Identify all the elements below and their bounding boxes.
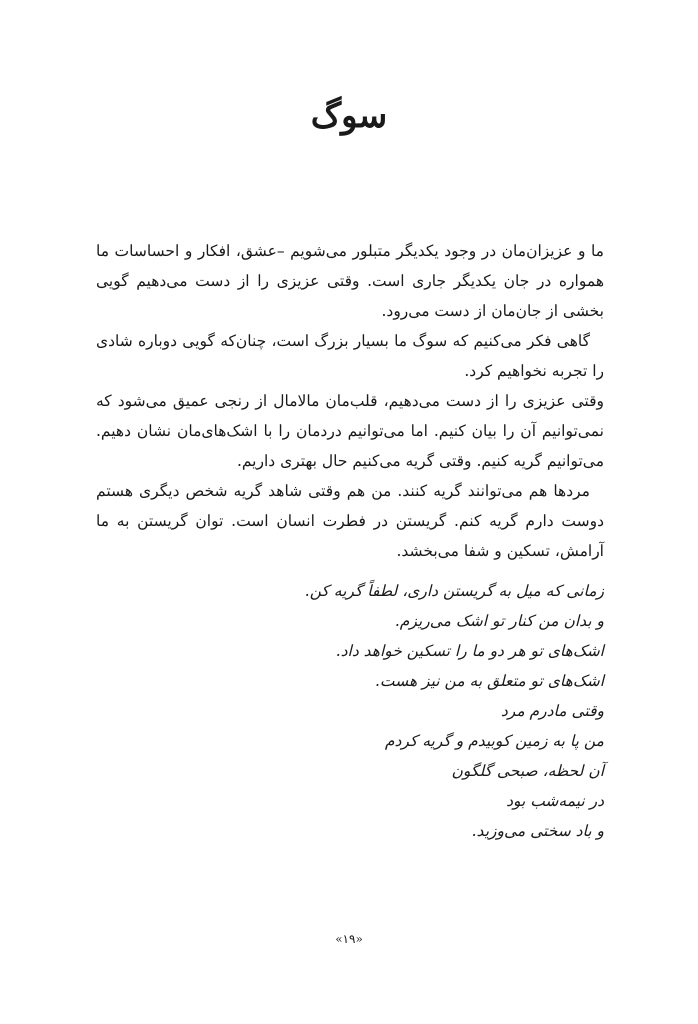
poem-line: و بدان من کنار تو اشک می‌ریزم. bbox=[394, 612, 604, 630]
poem-line: اشک‌های تو هر دو ما را تسکین خواهد داد. bbox=[335, 642, 604, 660]
paragraph bbox=[96, 386, 604, 476]
body-text bbox=[96, 236, 604, 566]
poem-line: آن لحظه، صبحی گلگون bbox=[451, 762, 604, 780]
paragraph-text: ما و عزیزان‌مان در وجود یکدیگر متبلور می‌شویم –عشق، افکار و احساسات ما همواره در جان یکدیگر جاری است. وقتی عزیزی را از دست می‌دهیم گویی بخشی از جان‌مان از دست می‌رود. bbox=[96, 242, 604, 320]
poem bbox=[96, 576, 604, 846]
paragraph-text: مردها هم می‌توانند گریه کنند. من هم وقتی شاهد گریه شخص دیگری هستم دوست دارم گریه کنم. گریستن در فطرت انسان است. توان گریستن به ما آرامش، تسکین و شفا می‌بخشد. bbox=[96, 482, 604, 560]
page-number: «۱۹» bbox=[335, 932, 363, 946]
poem-line: من پا به زمین کوبیدم و گریه کردم bbox=[384, 732, 604, 750]
poem-line: زمانی که میل به گریستن داری، لطفاً گریه کن. bbox=[304, 582, 604, 600]
poem-line: در نیمه‌شب بود bbox=[506, 792, 604, 810]
poem-line: و باد سختی می‌وزید. bbox=[471, 822, 604, 840]
paragraph bbox=[96, 236, 604, 326]
chapter-title: سوگ bbox=[310, 96, 388, 136]
paragraph bbox=[96, 476, 604, 566]
paragraph-text: گاهی فکر می‌کنیم که سوگ ما بسیار بزرگ است، چنان‌که گویی دوباره شادی را تجربه نخواهیم کرد. bbox=[96, 332, 604, 380]
poem-line: وقتی مادرم مرد bbox=[500, 702, 604, 720]
paragraph-text: وقتی عزیزی را از دست می‌دهیم، قلب‌مان مالامال از رنجی عمیق می‌شود که نمی‌توانیم آن را بیان کنیم. اما می‌توانیم دردمان را با اشک‌های‌مان نشان دهیم. می‌توانیم گریه کنیم. وقتی گریه می‌کنیم حال بهتری داریم. bbox=[96, 392, 604, 470]
paragraph bbox=[96, 326, 604, 386]
poem-line: اشک‌های تو متعلق به من نیز هست. bbox=[374, 672, 604, 690]
